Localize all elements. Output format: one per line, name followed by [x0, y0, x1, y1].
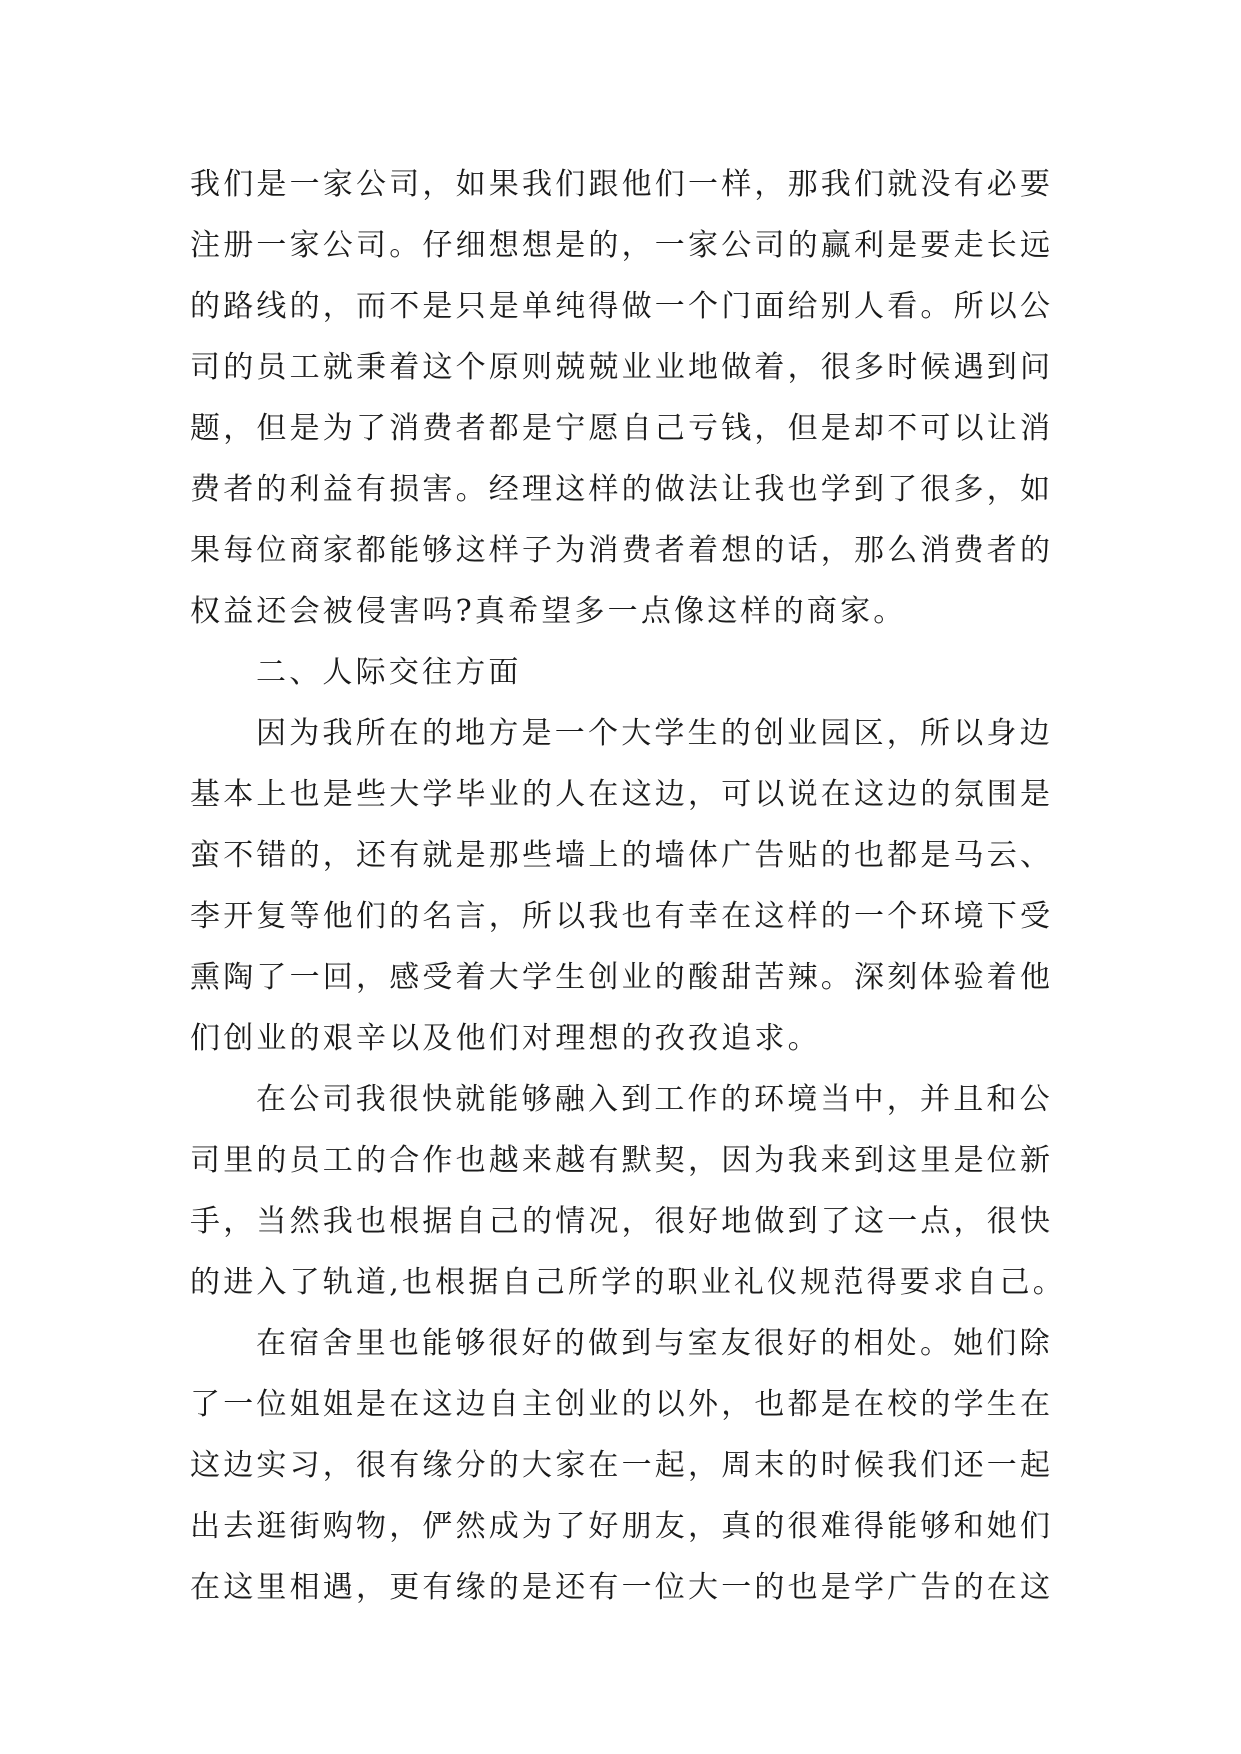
- text-line: 蛮不错的，还有就是那些墙上的墙体广告贴的也都是马云、: [190, 838, 1054, 873]
- text-line: 在公司我很快就能够融入到工作的环境当中，并且和公: [256, 1082, 1053, 1117]
- text-line: 因为我所在的地方是一个大学生的创业园区，所以身边: [256, 716, 1053, 751]
- text-line: 果每位商家都能够这样子为消费者着想的话，那么消费者的: [190, 533, 1054, 568]
- text-line: 手，当然我也根据自己的情况，很好地做到了这一点，很快: [190, 1204, 1054, 1239]
- text-line: 司的员工就秉着这个原则兢兢业业地做着，很多时候遇到问: [190, 350, 1054, 385]
- document-body: [190, 154, 1066, 1618]
- text-line: 费者的利益有损害。经理这样的做法让我也学到了很多，如: [190, 472, 1054, 507]
- text-line: 在这里相遇，更有缘的是还有一位大一的也是学广告的在这: [190, 1570, 1054, 1605]
- text-line: 基本上也是些大学毕业的人在这边，可以说在这边的氛围是: [190, 777, 1054, 812]
- text-line: 的路线的，而不是只是单纯得做一个门面给别人看。所以公: [190, 289, 1054, 324]
- text-line: 出去逛街购物，俨然成为了好朋友，真的很难得能够和她们: [190, 1509, 1054, 1544]
- text-line: 权益还会被侵害吗?真希望多一点像这样的商家。: [190, 594, 907, 629]
- text-line: 的进入了轨道,也根据自己所学的职业礼仪规范得要求自己。: [190, 1265, 1066, 1300]
- text-line: 们创业的艰辛以及他们对理想的孜孜追求。: [190, 1021, 821, 1056]
- text-line: 熏陶了一回，感受着大学生创业的酸甜苦辣。深刻体验着他: [190, 960, 1054, 995]
- text-line: 题，但是为了消费者都是宁愿自己亏钱，但是却不可以让消: [190, 411, 1054, 446]
- text-line: 我们是一家公司，如果我们跟他们一样，那我们就没有必要: [190, 167, 1054, 202]
- text-line: 在宿舍里也能够很好的做到与室友很好的相处。她们除: [256, 1326, 1053, 1361]
- text-line: 司里的员工的合作也越来越有默契，因为我来到这里是位新: [190, 1143, 1054, 1178]
- text-line: 这边实习，很有缘分的大家在一起，周末的时候我们还一起: [190, 1448, 1054, 1483]
- text-line: 注册一家公司。仔细想想是的，一家公司的赢利是要走长远: [190, 228, 1054, 263]
- text-line: 了一位姐姐是在这边自主创业的以外，也都是在校的学生在: [190, 1387, 1054, 1422]
- section-heading: 二、人际交往方面: [256, 655, 522, 690]
- text-line: 李开复等他们的名言，所以我也有幸在这样的一个环境下受: [190, 899, 1054, 934]
